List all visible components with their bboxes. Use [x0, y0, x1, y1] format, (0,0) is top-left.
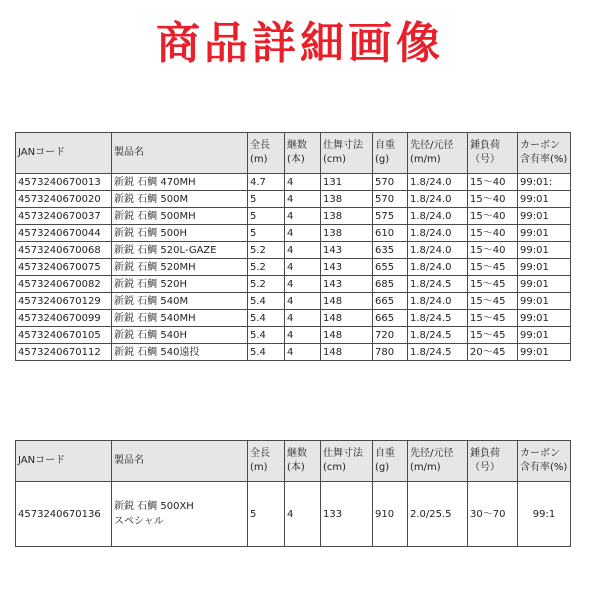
- cell-name: 新鋭 石鯛 540遠投: [112, 344, 248, 361]
- cell-sections: 4: [285, 482, 321, 547]
- cell-closed-length: 143: [321, 259, 373, 276]
- cell-closed-length: 148: [321, 327, 373, 344]
- cell-length: 5.2: [248, 259, 285, 276]
- cell-jan: 4573240670068: [16, 242, 112, 259]
- cell-weight: 575: [373, 208, 408, 225]
- cell-jan: 4573240670020: [16, 191, 112, 208]
- cell-name: 新鋭 石鯛 500H: [112, 225, 248, 242]
- header-closed-length: 仕舞寸法 (cm): [321, 441, 373, 482]
- cell-jan: 4573240670075: [16, 259, 112, 276]
- cell-tip-butt-diameter: 1.8/24.5: [408, 327, 468, 344]
- cell-carbon-content: 99:01: [518, 344, 571, 361]
- cell-sinker-load: 15～40: [468, 174, 518, 191]
- cell-length: 5.4: [248, 327, 285, 344]
- cell-weight: 655: [373, 259, 408, 276]
- cell-name: 新鋭 石鯛 500MH: [112, 208, 248, 225]
- table-row: [16, 242, 571, 259]
- header-length: 全長 (m): [248, 441, 285, 482]
- table-row: [16, 208, 571, 225]
- cell-tip-butt-diameter: 1.8/24.5: [408, 310, 468, 327]
- cell-closed-length: 138: [321, 191, 373, 208]
- cell-closed-length: 148: [321, 310, 373, 327]
- cell-sinker-load: 15～45: [468, 276, 518, 293]
- cell-closed-length: 143: [321, 242, 373, 259]
- cell-name: 新鋭 石鯛 470MH: [112, 174, 248, 191]
- table-row: [16, 293, 571, 310]
- cell-jan: 4573240670099: [16, 310, 112, 327]
- cell-sections: 4: [285, 344, 321, 361]
- cell-name: 新鋭 石鯛 520H: [112, 276, 248, 293]
- cell-sections: 4: [285, 191, 321, 208]
- cell-tip-butt-diameter: 1.8/24.0: [408, 259, 468, 276]
- cell-jan: 4573240670037: [16, 208, 112, 225]
- header-weight: 自重 (g): [373, 441, 408, 482]
- cell-carbon-content: 99:01: [518, 327, 571, 344]
- header-carbon-content: カーボン 含有率(%): [518, 441, 571, 482]
- cell-jan: 4573240670044: [16, 225, 112, 242]
- cell-carbon-content: 99:01: [518, 310, 571, 327]
- cell-tip-butt-diameter: 1.8/24.0: [408, 225, 468, 242]
- table-row: [16, 327, 571, 344]
- cell-length: 4.7: [248, 174, 285, 191]
- cell-length: 5: [248, 191, 285, 208]
- table-row: [16, 259, 571, 276]
- cell-sections: 4: [285, 293, 321, 310]
- cell-carbon-content: 99:01: [518, 276, 571, 293]
- cell-jan: 4573240670105: [16, 327, 112, 344]
- cell-jan: 4573240670082: [16, 276, 112, 293]
- cell-carbon-content: 99:01:: [518, 174, 571, 191]
- cell-tip-butt-diameter: 2.0/25.5: [408, 482, 468, 547]
- cell-weight: 910: [373, 482, 408, 547]
- header-length: 全長 (m): [248, 133, 285, 174]
- cell-sections: 4: [285, 327, 321, 344]
- cell-sections: 4: [285, 174, 321, 191]
- cell-length: 5.2: [248, 276, 285, 293]
- page-title: 商品詳細画像: [156, 18, 444, 69]
- cell-closed-length: 143: [321, 276, 373, 293]
- cell-tip-butt-diameter: 1.8/24.0: [408, 174, 468, 191]
- cell-sinker-load: 20～45: [468, 344, 518, 361]
- cell-sinker-load: 15～40: [468, 208, 518, 225]
- cell-sections: 4: [285, 242, 321, 259]
- table-row: [16, 174, 571, 191]
- cell-tip-butt-diameter: 1.8/24.5: [408, 344, 468, 361]
- cell-weight: 780: [373, 344, 408, 361]
- header-weight: 自重 (g): [373, 133, 408, 174]
- cell-length: 5.2: [248, 242, 285, 259]
- cell-name: 新鋭 石鯛 540MH: [112, 310, 248, 327]
- cell-sections: 4: [285, 259, 321, 276]
- cell-name: 新鋭 石鯛 540H: [112, 327, 248, 344]
- table-row: [16, 276, 571, 293]
- header-jan: JANコード: [16, 441, 112, 482]
- cell-sinker-load: 15～45: [468, 310, 518, 327]
- cell-weight: 665: [373, 310, 408, 327]
- cell-length: 5.4: [248, 293, 285, 310]
- header-sections: 継数 (本): [285, 441, 321, 482]
- cell-length: 5: [248, 208, 285, 225]
- cell-sinker-load: 15～40: [468, 225, 518, 242]
- cell-carbon-content: 99:01: [518, 191, 571, 208]
- spec-table-body: [16, 174, 571, 361]
- header-tip-butt-diameter: 先径/元径 (m/m): [408, 133, 468, 174]
- cell-closed-length: 138: [321, 225, 373, 242]
- cell-carbon-content: 99:01: [518, 293, 571, 310]
- cell-sections: 4: [285, 276, 321, 293]
- header-jan: JANコード: [16, 133, 112, 174]
- header-sinker-load: 錘負荷 （号）: [468, 441, 518, 482]
- cell-sections: 4: [285, 225, 321, 242]
- table-header-row: [16, 133, 571, 174]
- cell-carbon-content: 99:01: [518, 208, 571, 225]
- cell-sections: 4: [285, 310, 321, 327]
- cell-tip-butt-diameter: 1.8/24.0: [408, 293, 468, 310]
- cell-weight: 610: [373, 225, 408, 242]
- header-name: 製品名: [112, 441, 248, 482]
- cell-carbon-content: 99:01: [518, 259, 571, 276]
- cell-jan: 4573240670136: [16, 482, 112, 547]
- cell-name: 新鋭 石鯛 520MH: [112, 259, 248, 276]
- cell-weight: 570: [373, 174, 408, 191]
- cell-length: 5: [248, 225, 285, 242]
- cell-closed-length: 148: [321, 293, 373, 310]
- cell-sinker-load: 30～70: [468, 482, 518, 547]
- cell-sinker-load: 15～40: [468, 242, 518, 259]
- header-sinker-load: 錘負荷 （号）: [468, 133, 518, 174]
- cell-length: 5.4: [248, 310, 285, 327]
- cell-closed-length: 133: [321, 482, 373, 547]
- cell-jan: 4573240670013: [16, 174, 112, 191]
- table-row: [16, 482, 571, 547]
- cell-sinker-load: 15～40: [468, 191, 518, 208]
- cell-carbon-content: 99:1: [518, 482, 571, 547]
- table-row: [16, 344, 571, 361]
- table-header-row: [16, 441, 571, 482]
- cell-tip-butt-diameter: 1.8/24.0: [408, 191, 468, 208]
- cell-name: 新鋭 石鯛 500XH スペシャル: [112, 482, 248, 547]
- cell-weight: 685: [373, 276, 408, 293]
- cell-carbon-content: 99:01: [518, 225, 571, 242]
- cell-closed-length: 131: [321, 174, 373, 191]
- cell-weight: 635: [373, 242, 408, 259]
- cell-tip-butt-diameter: 1.8/24.5: [408, 276, 468, 293]
- cell-sinker-load: 15～45: [468, 259, 518, 276]
- header-sections: 継数 (本): [285, 133, 321, 174]
- cell-carbon-content: 99:01: [518, 242, 571, 259]
- cell-tip-butt-diameter: 1.8/24.0: [408, 208, 468, 225]
- spec-table-main: [15, 132, 571, 361]
- spec-table-special: [15, 440, 571, 547]
- cell-weight: 665: [373, 293, 408, 310]
- cell-name: 新鋭 石鯛 520L-GAZE: [112, 242, 248, 259]
- cell-length: 5.4: [248, 344, 285, 361]
- cell-tip-butt-diameter: 1.8/24.0: [408, 242, 468, 259]
- cell-jan: 4573240670112: [16, 344, 112, 361]
- header-name: 製品名: [112, 133, 248, 174]
- cell-sinker-load: 15～45: [468, 293, 518, 310]
- table-row: [16, 225, 571, 242]
- header-closed-length: 仕舞寸法 (cm): [321, 133, 373, 174]
- table-row: [16, 310, 571, 327]
- cell-closed-length: 148: [321, 344, 373, 361]
- header-tip-butt-diameter: 先径/元径 (m/m): [408, 441, 468, 482]
- header-carbon-content: カーボン 含有率(%): [518, 133, 571, 174]
- cell-name: 新鋭 石鯛 540M: [112, 293, 248, 310]
- cell-closed-length: 138: [321, 208, 373, 225]
- cell-name: 新鋭 石鯛 500M: [112, 191, 248, 208]
- cell-sinker-load: 15～45: [468, 327, 518, 344]
- cell-weight: 720: [373, 327, 408, 344]
- cell-jan: 4573240670129: [16, 293, 112, 310]
- cell-length: 5: [248, 482, 285, 547]
- table-row: [16, 191, 571, 208]
- cell-weight: 570: [373, 191, 408, 208]
- cell-sections: 4: [285, 208, 321, 225]
